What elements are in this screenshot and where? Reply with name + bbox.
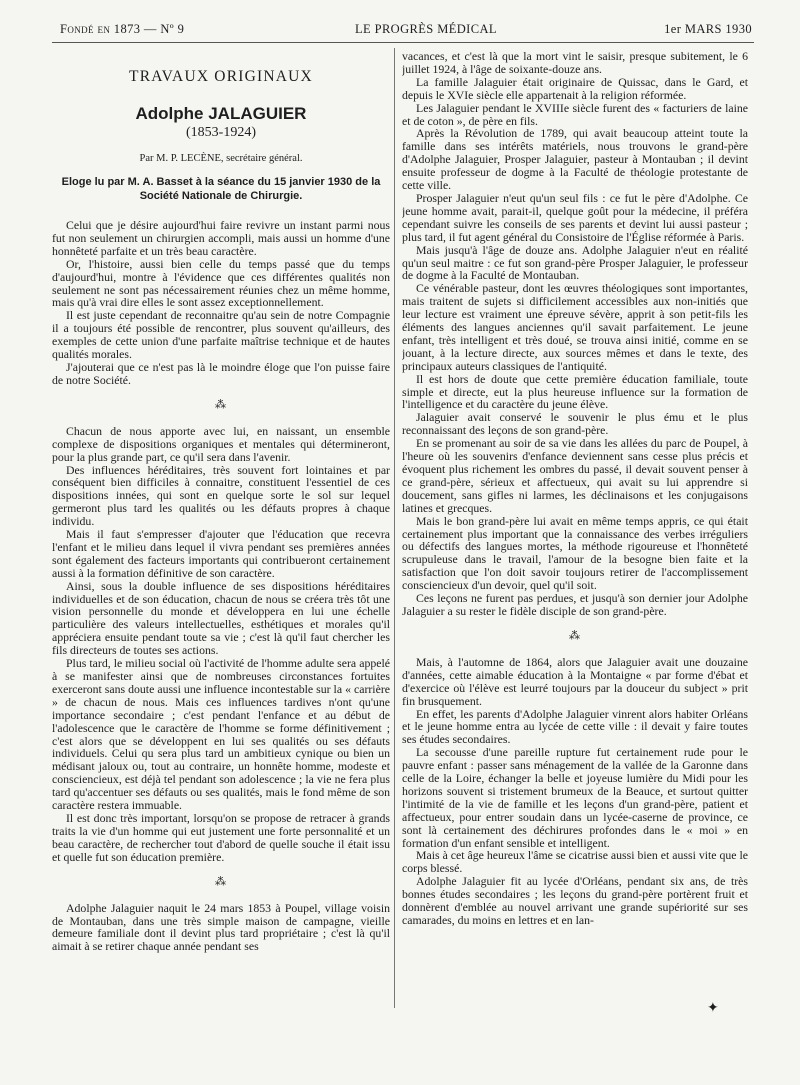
issue-date: 1er MARS 1930 — [664, 22, 752, 36]
paragraph: Or, l'histoire, aussi bien celle du temps passé que du temps d'aujourd'hui, montre à l'évidence que ces différentes qualités non seulement ne sont pas nécessairement réunies chez un même homme, mais qu'à vrai dire elles le sont assez exceptionnellement. — [52, 256, 390, 310]
column-divider — [394, 48, 395, 1008]
paragraph: Ce vénérable pasteur, dont les œuvres théologiques sont importantes, mais traitent de sujets si difficilement accessibles aux non-initiés que leur lecture est vraiment une épreuve sévère, apprit à son petit-fils les éléments des langues anciennes qu'il savait parfaitement. Le jeune enfant, très intelligent et très doué, se trouva ainsi initié, comme en se jouant, à la lecture directe, aux sources mêmes et dans le texte, des principaux auteurs classiques de l'antiquité. — [402, 281, 748, 373]
running-header — [60, 22, 752, 38]
paragraph: En effet, les parents d'Adolphe Jalaguier vinrent alors habiter Orléans et le jeune homme entra au lycée de cette ville : il devait y faire toutes ses études secondaires. — [402, 706, 748, 747]
section-separator: ⁂ — [215, 875, 227, 888]
paragraph-group-intro — [52, 219, 390, 387]
paragraph: Il est hors de doute que cette première éducation familiale, toute simple et directe, eut la plus heureuse influence sur la formation de l'intelligence et du caractère du jeune élève. — [402, 371, 748, 412]
paragraph: Plus tard, le milieu social où l'activité de l'homme adulte sera appelé à se manifester ainsi que de nombreuses circonstances fortuites exerceront sans doute aussi une influence incontestable sur la « carrière » de chacun de nous. Mais ces influences tardives n'ont qu'une importance secondaire ; c'est pendant l'enfance et au début de l'adolescence que le caractère de l'homme se forme définitivement ; c'est alors que se développent en lui ses qualités ou ses défauts individuels. Celui qu sera plus tard un ambitieux cynique ou bien un médisant jaloux ou, tout au contraire, un honnête homme, modeste et consciencieux, est déjà tel pendant son adolescence ; la vie ne fera plus tard qu'accentuer ses défauts ou ses qualités, mais le fond même de son caractère restera immuable. — [52, 656, 390, 813]
paragraph-group-family — [402, 76, 748, 618]
paragraph: J'ajouterai que ce n'est pas là le moindre éloge que l'on puisse faire de notre Société. — [52, 359, 390, 387]
paragraph: Prosper Jalaguier n'eut qu'un seul fils : ce fut le père d'Adolphe. Ce jeune homme avait, parait-il, quelque goût pour la médecine, il préféra cependant suivre les conseils de ses parents et devint lui aussi pasteur ; plus tard, il fut agent général du Consistoire de l'Église réformée à Paris. — [402, 190, 748, 244]
paragraph: Mais le bon grand-père lui avait en même temps appris, ce qui était certainement plus important que la connaissance des verbes irréguliers ou défectifs des langues mortes, la méthode rigoureuse et l'honnêteté scrupuleuse dans le travail, l'amour de la besogne bien faite et la satisfaction que l'on doit savoir toujours retirer de l'accomplissement consciencieux d'un devoir, quel qu'il soit. — [402, 513, 748, 593]
left-column — [52, 52, 390, 1012]
paragraph: Adolphe Jalaguier fit au lycée d'Orléans, pendant six ans, de très bonnes études secondaires ; les leçons du grand-père portèrent fruit et donnèrent d'emblée au nouvel arrivant une grande supériorité sur ses camarades, du moins en lettres et en lan- — [402, 874, 748, 927]
paragraph: La secousse d'une pareille rupture fut certainement rude pour le pauvre enfant : passer sans ménagement de la vallée de la Garonne dans celle de la Loire, échanger la belle et joyeuse lumière du Midi pour les horizons souvent si tristement brumeux de la Beauce, et surtout quitter l'intimité de la vie de famille et les leçons d'un grand-père, patient et affectueux, pour entrer soudain dans un lycée-caserne de province, ce sont là certainement des déchirures profondes dans le « moi » en formation d'un enfant sensible et intelligent. — [402, 745, 748, 850]
paragraph: Celui que je désire aujourd'hui faire revivre un instant parmi nous fut non seulement un chirurgien accompli, mais aussi un homme d'une honnêteté parfaite et un très beau caractère. — [52, 218, 390, 258]
right-column — [402, 50, 748, 1005]
paragraph: Des influences héréditaires, très souvent fort lointaines et par conséquent bien difficiles à connaitre, constituent l'essentiel de ces dispositions innées, qui sont en quelque sorte le sol sur lequel germeront plus tard les qualités ou les défauts propres à chaque individu. — [52, 462, 390, 529]
paragraph-group-orleans — [402, 656, 748, 927]
journal-title: LE PROGRÈS MÉDICAL — [355, 22, 497, 36]
paragraph-group-birth — [52, 902, 390, 954]
paragraph: Chacun de nous apporte avec lui, en naissant, un ensemble complexe de dispositions organiques et mentales qui détermineront, pour la plus grande part, ce qu'il sera dans l'avenir. — [52, 423, 390, 464]
paragraph: Jalaguier avait conservé le souvenir le plus ému et le plus reconnaissant des leçons de son grand-père. — [402, 410, 748, 438]
paragraph: Mais il faut s'empresser d'ajouter que l'éducation que recevra l'enfant et le milieu dans lequel il vivra pendant ses premières années sont également des facteurs importants qui contribueront certainement aussi à la formation définitive de son caractère. — [52, 527, 390, 580]
life-dates: (1853-1924) — [186, 125, 256, 140]
eloge-note: Eloge lu par M. A. Basset à la séance du 15 janvier 1930 de la Société Nationale de Chirurgie. — [61, 176, 381, 202]
paragraph: La famille Jalaguier était originaire de Quissac, dans le Gard, et depuis le XVIe siècle elle appartenait à la religion réformée. — [402, 74, 748, 102]
paragraph: Après la Révolution de 1789, qui avait beaucoup atteint toute la famille dans ses intérêts matériels, nous trouvons le grand-père d'Adolphe Jalaguier, Prosper Jalaguier, pasteur à Montauban ; il devint ensuite professeur de dogme à la Faculté de théologie protestante de cette ville. — [402, 126, 748, 193]
continuation-paragraph: vacances, et c'est là que la mort vint le saisir, presque subitement, le 6 juillet 1924, à l'âge de soixante-douze ans. — [402, 50, 748, 76]
paragraph: Il est donc très important, lorsqu'on se propose de retracer à grands traits la vie d'un homme qui eut justement une forte personnalité et un beau caractère, de rechercher tout d'abord de quelle souche il était issu et quelle fut son éducation première. — [52, 810, 390, 864]
byline: Par M. P. LECÈNE, secrétaire général. — [139, 153, 303, 164]
paragraph: Il est juste cependant de reconnaitre qu'au sein de notre Compagnie il a toujours été possible de rencontrer, plus souvent qu'ailleurs, des exemples de cette union d'une parfaite maîtrise technique et de hautes qualités morales. — [52, 308, 390, 362]
header-rule — [52, 42, 754, 43]
section-title: TRAVAUX ORIGINAUX — [129, 68, 313, 85]
section-separator: ⁂ — [569, 629, 581, 642]
paragraph: Les Jalaguier pendant le XVIIIe siècle furent des « facturiers de laine et de coton », de père en fils. — [402, 100, 748, 128]
paragraph-group-heredity — [52, 425, 390, 864]
paragraph: Mais, à l'automne de 1864, alors que Jalaguier avait une douzaine d'années, cette aimable éducation à la Montaigne « par forme d'ébat et d'exercice où l'élève est leurré toujours par la douceur du subject » prit fin brusquement. — [402, 654, 748, 708]
article-title: Adolphe JALAGUIER — [135, 104, 307, 123]
paragraph: Ces leçons ne furent pas perdues, et jusqu'à son dernier jour Adolphe Jalaguier a su rester le fidèle disciple de son grand-père. — [402, 591, 748, 618]
end-mark-icon: ✦ — [707, 1001, 719, 1016]
section-separator: ⁂ — [215, 398, 227, 411]
paragraph: En se promenant au soir de sa vie dans les allées du parc de Poupel, à l'heure où les souvenirs d'enfance deviennent sans cesse plus précis et évoquent plus richement les ombres du passé, il devait souvent penser à ce grand-père, sérieux et affectueux, qui avait su lui apprendre si doucement, sans gifles ni larmes, les déclinaisons et les conjugaisons latines et grecques. — [402, 436, 748, 515]
paragraph: Mais à cet âge heureux l'âme se cicatrise aussi bien et aussi vite que le corps blessé. — [402, 848, 748, 876]
paragraph: Adolphe Jalaguier naquit le 24 mars 1853 à Poupel, village voisin de Montauban, dans une très simple maison de campagne, vieille demeure familiale dont il devint plus tard propriétaire ; c'est là qu'il aimait à se retirer chaque année pendant ses — [52, 900, 390, 954]
paragraph: Mais jusqu'à l'âge de douze ans. Adolphe Jalaguier n'eut en réalité qu'un seul maitre : ce fut son grand-père Prosper Jalaguier, le professeur de dogme à la Faculté de Montauban. — [402, 242, 748, 283]
journal-founding: Fondé en 1873 — Nº 9 — [60, 22, 185, 36]
paragraph: Ainsi, sous la double influence de ses dispositions héréditaires individuelles et de son éducation, chacun de nous se créera très tôt une vision personnelle du monde et développera en lui une échelle particulière des valeurs intellectuelles, esthétiques et morales qu'il appréciera ensuite pendant toute sa vie ; c'est là qu'il faut chercher les fils directeurs de toutes ses actions. — [52, 578, 390, 658]
